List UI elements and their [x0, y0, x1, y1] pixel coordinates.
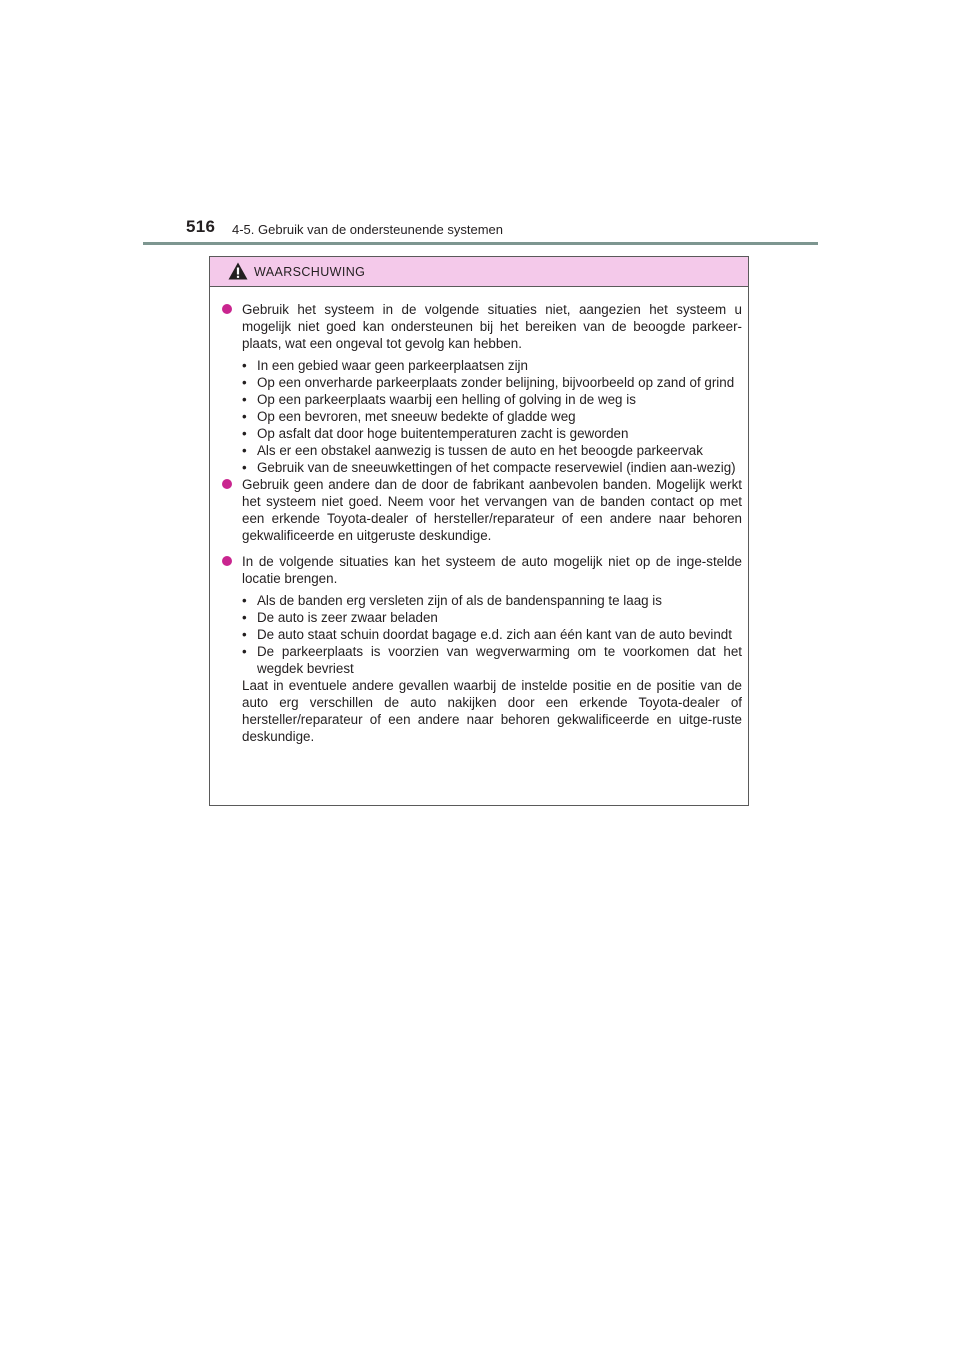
sub-list-item-text: Op een bevroren, met sneeuw bedekte of gladde weg: [257, 409, 576, 424]
sub-list-item: • Op asfalt dat door hoge buitentemperaturen zacht is geworden: [242, 426, 629, 441]
warning-title: WAARSCHUWING: [254, 265, 366, 279]
warning-item: [221, 553, 742, 745]
page-header: [0, 0, 960, 248]
sub-list: [242, 357, 742, 476]
follow-up-note: Laat in eventuele andere gevallen waarbij de instelde positie en de positie van de auto erg verschillen de auto nakijken door een erkende Toyota-dealer of hersteller/reparateur of een andere naar behoren gekwalificeerde en uitge-ruste deskundige.: [242, 678, 742, 744]
page-number: 516: [186, 217, 216, 236]
sub-list-item-text: Als de banden erg versleten zijn of als de bandenspanning te laag is: [257, 593, 662, 608]
header-divider: [143, 242, 818, 245]
sub-list-item: • De auto staat schuin doordat bagage e.d. zich aan één kant van de auto bevindt: [242, 627, 732, 642]
sub-list-item: • De parkeerplaats is voorzien van wegverwarming om te voorkomen dat het wegdek bevriest: [242, 644, 742, 676]
warning-item: [221, 301, 742, 476]
section-title: 4-5. Gebruik van de ondersteunende systemen: [232, 222, 504, 237]
circle-bullet-icon: [222, 556, 232, 566]
circle-bullet-icon: [222, 479, 232, 489]
sub-list-item: • Als er een obstakel aanwezig is tussen de auto en het beoogde parkeervak: [242, 443, 703, 458]
warning-item-text: Gebruik geen andere dan de door de fabrikant aanbevolen banden. Mogelijk werkt het systeem niet goed. Neem voor het vervangen van de banden contact op met een erkende Toyota-dealer of hersteller/reparateur of een andere naar behoren gekwalificeerde en uitgeruste deskundige.: [242, 477, 742, 543]
warning-triangle-icon: [228, 262, 248, 280]
sub-list-item-text: De auto staat schuin doordat bagage e.d. zich aan één kant van de auto bevindt: [257, 627, 732, 642]
sub-list-item: • In een gebied waar geen parkeerplaatsen zijn: [242, 358, 528, 373]
sub-list-item-text: De auto is zeer zwaar beladen: [257, 610, 438, 625]
sub-list-item-text: Gebruik van de sneeuwkettingen of het compacte reservewiel (indien aan-wezig): [257, 460, 736, 475]
sub-list-item: • Gebruik van de sneeuwkettingen of het compacte reservewiel (indien aan-wezig): [242, 460, 736, 475]
sub-list-item-text: Als er een obstakel aanwezig is tussen de auto en het beoogde parkeervak: [257, 443, 703, 458]
sub-list-item: • Op een bevroren, met sneeuw bedekte of gladde weg: [242, 409, 576, 424]
warning-header: [210, 257, 748, 287]
sub-list-item: • Als de banden erg versleten zijn of als de bandenspanning te laag is: [242, 593, 662, 608]
sub-list-item: • Op een parkeerplaats waarbij een helling of golving in de weg is: [242, 392, 636, 407]
sub-list-item-text: De parkeerplaats is voorzien van wegverwarming om te voorkomen dat het wegdek bevriest: [257, 644, 742, 676]
warning-item-text: In de volgende situaties kan het systeem de auto mogelijk niet op de inge-stelde locatie brengen.: [242, 554, 742, 586]
sub-list-item-text: In een gebied waar geen parkeerplaatsen zijn: [257, 358, 528, 373]
sub-list-item-text: Op een parkeerplaats waarbij een helling of golving in de weg is: [257, 392, 636, 407]
warning-item-text: Gebruik het systeem in de volgende situaties niet, aangezien het systeem u mogelijk niet goed kan ondersteunen bij het bereiken van de beoogde parkeer-plaats, wat een ongeval tot gevolg kan hebben.: [242, 302, 742, 351]
sub-list-item-text: Op asfalt dat door hoge buitentemperaturen zacht is geworden: [257, 426, 629, 441]
sub-list-item: • Op een onverharde parkeerplaats zonder belijning, bijvoorbeeld op zand of grind: [242, 375, 735, 390]
circle-bullet-icon: [222, 304, 232, 314]
warning-box: [209, 256, 749, 806]
sub-list-item: • De auto is zeer zwaar beladen: [242, 610, 438, 625]
sub-list-item-text: Op een onverharde parkeerplaats zonder belijning, bijvoorbeeld op zand of grind: [257, 375, 735, 390]
warning-item: [221, 476, 742, 544]
warning-body: [210, 287, 748, 745]
sub-list: [242, 592, 742, 677]
